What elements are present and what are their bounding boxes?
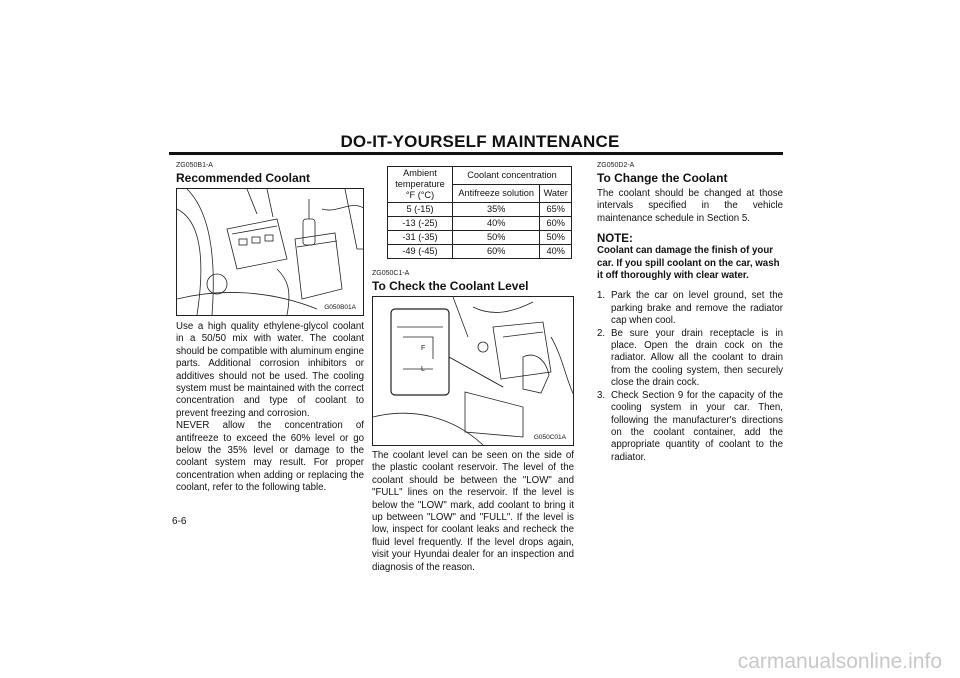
check-coolant-section <box>372 270 574 574</box>
table-cell: 40% <box>453 217 540 231</box>
steps-list <box>597 290 783 464</box>
table-row <box>388 217 572 231</box>
watermark-text: carmanualsonline.info <box>737 650 942 673</box>
header-rule <box>169 152 783 155</box>
section-heading: To Check the Coolant Level <box>372 279 529 293</box>
coolant-concentration-table <box>387 166 572 259</box>
table-row <box>388 203 572 217</box>
list-item <box>597 390 783 464</box>
step-text: Park the car on level ground, set the parking brake and remove the radiator cap when cool. <box>611 290 783 327</box>
section-heading: Recommended Coolant <box>176 171 311 185</box>
reservoir-drawing <box>373 297 574 445</box>
svg-text:L: L <box>421 366 425 373</box>
change-coolant-section <box>597 162 783 464</box>
table-cell: -13 (-25) <box>388 217 453 231</box>
step-text: Be sure your drain receptacle is in place. Open the drain cock on the radiator. Allow all the coolant to drain from the cooling system, then securely close the drain cock. <box>611 327 783 389</box>
header-water: Water <box>540 185 572 203</box>
table-cell: 60% <box>453 245 540 259</box>
page-number: 6-6 <box>172 516 187 527</box>
note-heading: NOTE: <box>597 233 633 246</box>
table-cell: 50% <box>540 231 572 245</box>
table-cell: -49 (-45) <box>388 245 453 259</box>
figure-label: G050C01A <box>533 434 566 441</box>
recommended-coolant-section <box>176 162 364 495</box>
svg-text:F: F <box>421 345 426 352</box>
engine-bay-illustration <box>176 188 364 316</box>
table-cell: 35% <box>453 203 540 217</box>
table-cell: 65% <box>540 203 572 217</box>
table-cell: 40% <box>540 245 572 259</box>
header-ambient: Ambient temperature °F (°C) <box>388 167 453 203</box>
coolant-reservoir-illustration <box>372 296 574 446</box>
header-antifreeze: Antifreeze solution <box>453 185 540 203</box>
section-heading: To Change the Coolant <box>597 171 728 185</box>
page-title: DO-IT-YOURSELF MAINTENANCE <box>340 132 620 151</box>
table-cell: 50% <box>453 231 540 245</box>
table-row <box>388 245 572 259</box>
section-code: ZG050B1-A <box>176 162 213 169</box>
step-number: 2. <box>597 327 606 339</box>
table-cell: -31 (-35) <box>388 231 453 245</box>
section-code: ZG050D2-A <box>597 162 635 169</box>
list-item <box>597 290 783 327</box>
check-level-paragraph: The coolant level can be seen on the side of the plastic coolant reservoir. The level of the coolant should be between the "LOW" and "FULL" lines on the reservoir. If the level is below the "LOW" mark, add coolant to bring it up between "LOW" and "FULL". If the level is low, inspect for coolant leaks and recheck the fluid level frequently. If the level drops again, visit your Hyundai dealer for an inspection and diagnosis of the reason. <box>372 450 574 573</box>
engine-bay-drawing <box>177 189 364 315</box>
figure-label: G050B01A <box>324 304 356 311</box>
table-cell: 5 (-15) <box>388 203 453 217</box>
recommended-paragraph: Use a high quality ethylene-glycol coolant in a 50/50 mix with water. The coolant should be compatible with aluminum engine parts. Additional corrosion inhibitors or additives should not be used. The cooling system must be maintained with the correct concentration and type of coolant to prevent freezing and corrosion. <box>176 321 364 419</box>
table-cell: 60% <box>540 217 572 231</box>
table-row <box>388 231 572 245</box>
recommended-warning-paragraph: NEVER allow the concentration of antifreeze to exceed the 60% level or go below the 35% level or damage to the coolant system may result. For proper concentration when adding or replacing the coolant, refer to the following table. <box>176 420 364 494</box>
header-concentration: Coolant concentration <box>453 167 572 185</box>
watermark <box>0 650 960 674</box>
step-number: 1. <box>597 290 606 302</box>
list-item <box>597 328 783 390</box>
step-text: Check Section 9 for the capacity of the cooling system in your car. Then, following the manufacturer's directions on the coolant container, add the appropriate quantity of coolant to the radiator. <box>611 389 783 463</box>
note-text: Coolant can damage the finish of your car. If you spill coolant on the car, wash it off thoroughly with clear water. <box>597 245 780 282</box>
section-code: ZG050C1-A <box>372 270 410 277</box>
change-intro-paragraph: The coolant should be changed at those intervals specified in the vehicle maintenance schedule in Section 5. <box>597 188 783 224</box>
step-number: 3. <box>597 389 606 401</box>
